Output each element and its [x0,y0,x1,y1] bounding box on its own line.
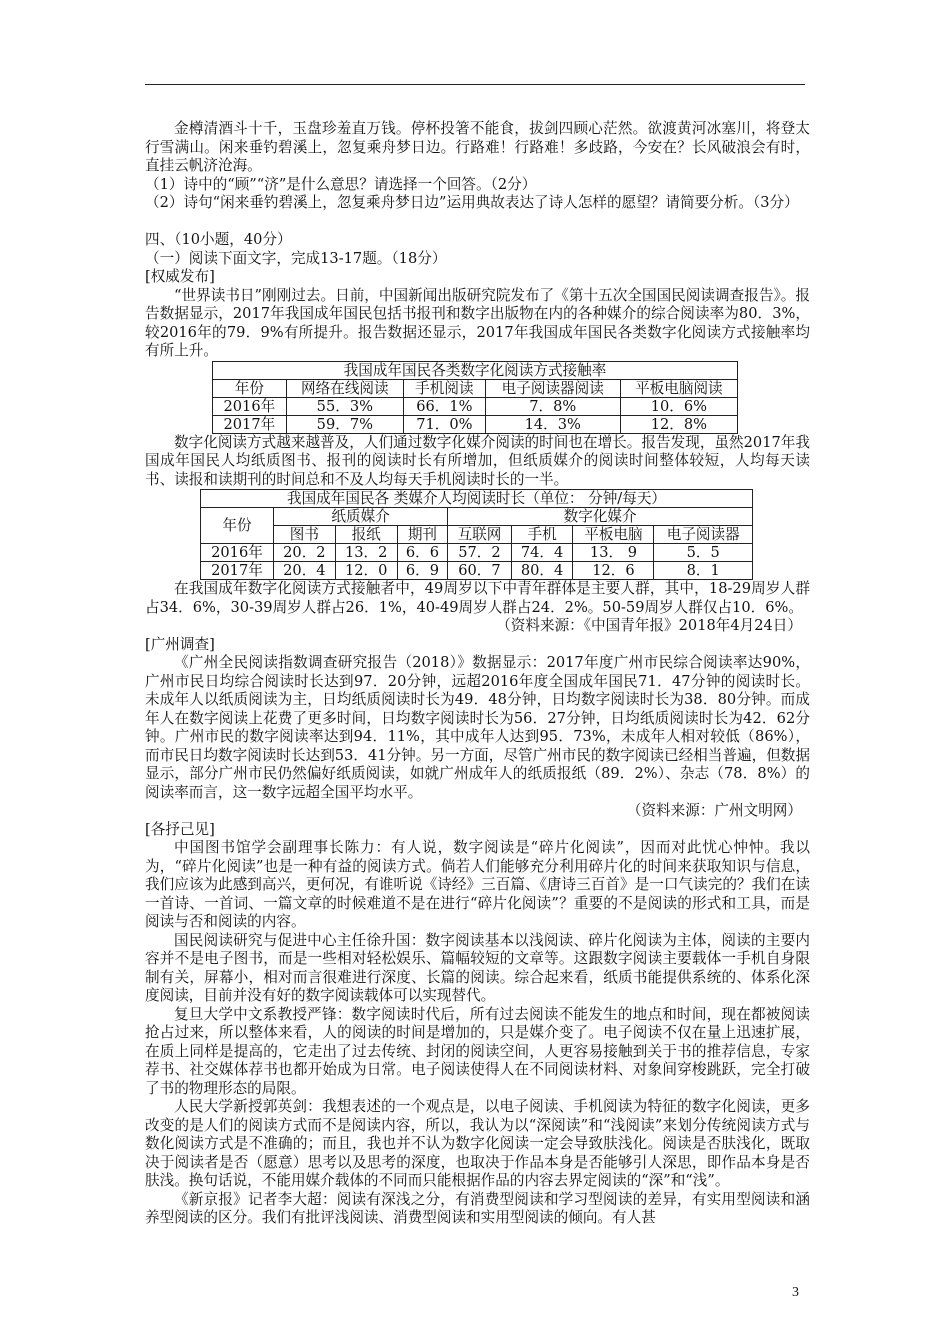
page-content [145,120,810,1228]
guangzhou-tag: [广州调查] [145,635,215,653]
guangzhou-source: （资料来源：广州文明网） [626,802,802,819]
opinion-chen-li: 中国图书馆学会副理事长陈力：有人说，数字阅读是“碎片化阅读”，因而对此忧心忡忡。我以为，“碎片化阅读”也是一种有益的阅读方式。倘若人们能够充分利用碎片化的时间来获取知识与信息，我们应该为此感到高兴，更何况，有谁听说《诗经》三百篇、《唐诗三百首》是一口气读完的？我们在读一首诗、一首词、一篇文章的时候难道不是在进行“碎片化阅读”？重要的不是阅读的形式和工具，而是阅读与否和阅读的内容。 [145,839,810,930]
section-heading: 四、（10小题，40分） [145,231,292,248]
media-reading-time-table [200,489,753,580]
table-row: 2017年 59．7% 71．0% 14．3% 12．8% [213,415,738,433]
authority-paragraph-2: 数字化阅读方式越来越普及，人们通过数字化媒介阅读的时间也在增长。报告发现，虽然2017年我国成年国民人均纸质图书、报刊的阅读时长有所增加，但纸质媒介的阅读时间整体较短，人均每天读书、读报和读期刊的时间总和不及人均每天手机阅读时长的一半。 [145,433,810,488]
table-header-row: 图书 报纸 期刊 互联网 手机 平板电脑 电子阅读器 [201,526,753,544]
digital-reading-rate-table [212,361,738,434]
authority-tag: [权威发布] [145,268,215,285]
poem-question-2: （2）诗句“闲来垂钓碧溪上，忽复乘舟梦日边”运用典故表达了诗人怎样的愿望？请简要分析。（3分） [145,194,799,211]
table-row: 2016年 55．3% 66．1% 7．8% 10．6% [213,397,738,415]
poem-text: 金樽清酒斗十千，玉盘珍羞直万钱。停杯投箸不能食，拔剑四顾心茫然。欲渡黄河冰塞川，将登太行雪满山。闲来垂钓碧溪上，忽复乘舟梦日边。行路难！行路难！多歧路，今安在？长风破浪会有时，直挂云帆济沧海。 [145,120,810,174]
authority-source: （资料来源：《中国青年报》2018年4月24日） [496,617,802,634]
guangzhou-paragraph: 《广州全民阅读指数调查研究报告（2018）》数据显示：2017年度广州市民综合阅读率达90%，广州市民日均综合阅读时长达到97．20分钟，远超2016年度全国成年国民71．47分钟的阅读时长。未成年人以纸质阅读为主，日均纸质阅读时长为49．48分钟，日均数字阅读时长为38．80分钟。而成年人在数字阅读上花费了更多时间，日均数字阅读时长为56．27分钟，日均纸质阅读时长为42．62分钟。广州市民的数字阅读率达到94．11%，其中成年人达到95．73%，未成年人相对较低（86%），而市民日均数字阅读时长达到53．41分钟。另一方面，尽管广州市民的数字阅读已经相当普遍，但数据显示，部分广州市民仍然偏好纸质阅读，如就广州成年人的纸质报纸（89．2%）、杂志（78．8%）的阅读率而言，这一数字远超全国平均水平。 [145,654,810,801]
opinion-guo-yingjian: 人民大学新授郭英剑：我想表述的一个观点是，以电子阅读、手机阅读为特征的数字化阅读，更多改变的是人们的阅读方式而不是阅读内容，所以，我认为以“深阅读”和“浅阅读”来划分传统阅读方式与数化阅读方式是不准确的；而且，我也并不认为数字化阅读一定会导致肤浅化。阅读是否肤浅化，既取决于阅读者是否（愿意）思考以及思考的深度，也取决于作品本身是否能够引人深思，即作品本身是否肤浅。换句话说，不能用媒介载体的不同而只能根据作品的内容去界定阅读的“深”和“浅”。 [145,1098,810,1189]
page-number: 3 [792,1285,799,1300]
authority-paragraph-3: 在我国成年数字化阅读方式接触者中，49周岁以下中青年群体是主要人群，其中，18-29周岁人群占34．6%，30-39周岁人群占26．1%，40-49周岁人群占24．2%。50-59周岁人群仅占10．6%。 [145,580,810,616]
poem-question-1: （1）诗中的“顾”“济”是什么意思？请选择一个回答。（2分） [145,175,537,193]
table-row: 2017年 20．4 12．0 6．9 60．7 80．4 12．6 8．1 [201,562,753,580]
table-group-row: 年份 纸质媒介 数字化媒介 [201,508,753,526]
opinions-tag: [各抒己见] [145,820,215,838]
table-header-row: 年份 网络在线阅读 手机阅读 电子阅读器阅读 平板电脑阅读 [213,379,738,397]
header-rule [145,84,805,85]
table-title: 我国成年国民各 类媒介人均阅读时长（单位： 分钟/每天） [201,490,753,508]
opinion-li-dachao: 《新京报》记者李大超：阅读有深浅之分，有消费型阅读和学习型阅读的差异，有实用型阅读和涵养型阅读的区分。我们有批评浅阅读、消费型阅读和实用型阅读的倾向。有人甚 [145,1190,810,1226]
section-subheading: （一）阅读下面文字，完成13-17题。（18分） [145,249,447,267]
table-row: 2016年 20．2 13．2 6．6 57．2 74．4 13． 9 5．5 [201,544,753,562]
authority-paragraph-1: “世界读书日”刚刚过去。日前，中国新闻出版研究院发布了《第十五次全国国民阅读调查报告》。报告数据显示，2017年我国成年国民包括书报刊和数字出版物在内的各种媒介的综合阅读率为80．3%，较2016年的79．9%有所提升。报告数据还显示，2017年我国成年国民各类数字化阅读方式接触率均有所上升。 [145,286,810,359]
opinion-xu-shengguo: 国民阅读研究与促进中心主任徐升国：数字阅读基本以浅阅读、碎片化阅读为主体，阅读的主要内容并不是电子图书，而是一些相对轻松娱乐、篇幅较短的文章等。这跟数字阅读主要载体一手机自身限制有关，屏幕小，相对而言很难进行深度、长篇的阅读。综合起来看，纸质书能提供系统的、体系化深度阅读，目前并没有好的数字阅读载体可以实现替代。 [145,931,810,1004]
opinion-yan-feng: 复旦大学中文系教授严锋：数字阅读时代后，所有过去阅读不能发生的地点和时间，现在都被阅读抢占过来，所以整体来看，人的阅读的时间是增加的，只是媒介变了。电子阅读不仅在量上迅速扩展，在质上同样是提高的，它走出了过去传统、封闭的阅读空间，人更容易接触到关于书的推荐信息，专家荐书、社交媒体荐书也都开始成为日常。电子阅读使得人在不同阅读材料、对象间穿梭跳跃，完全打破了书的物理形态的局限。 [145,1005,810,1097]
table-title: 我国成年国民各类数字化阅读方式接触率 [213,361,738,379]
